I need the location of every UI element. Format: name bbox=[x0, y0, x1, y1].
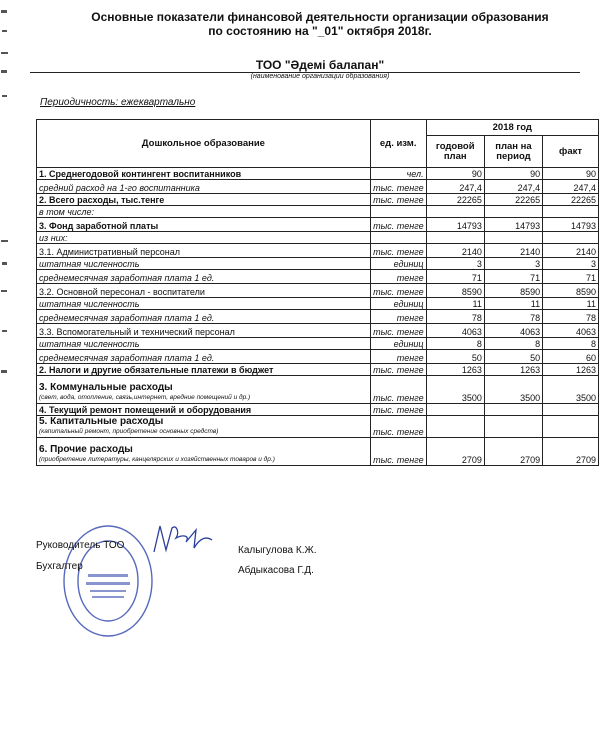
row-label: 3. Фонд заработной платы bbox=[37, 218, 371, 232]
accountant-label: Бухгалтер bbox=[36, 561, 83, 572]
table-row bbox=[37, 194, 599, 206]
row-unit: тыс. тенге bbox=[370, 376, 426, 404]
row-label: 2. Налоги и другие обязательные платежи в бюджет bbox=[37, 364, 371, 376]
row-plan: 90 bbox=[426, 168, 484, 180]
row-unit: единиц bbox=[370, 298, 426, 310]
row-fact: 8 bbox=[543, 338, 599, 350]
row-period bbox=[484, 416, 542, 438]
row-unit: единиц bbox=[370, 338, 426, 350]
row-plan: 8 bbox=[426, 338, 484, 350]
organization-name: ТОО "Әдемі балапан" bbox=[255, 58, 385, 72]
header-year: 2018 год bbox=[426, 120, 598, 136]
row-label: 3.2. Основной пересонал - воспитатели bbox=[37, 284, 371, 298]
row-fact: 1263 bbox=[543, 364, 599, 376]
binding-marks bbox=[0, 0, 12, 420]
row-period: 50 bbox=[484, 350, 542, 364]
row-period bbox=[484, 232, 542, 244]
row-plan: 4063 bbox=[426, 324, 484, 338]
row-period: 8 bbox=[484, 338, 542, 350]
row-plan: 71 bbox=[426, 270, 484, 284]
table-row bbox=[37, 364, 599, 376]
row-unit bbox=[370, 206, 426, 218]
row-label: 1. Среднегодовой контингент воспитанников bbox=[37, 168, 371, 180]
row-label-cell bbox=[37, 376, 371, 404]
row-label: 5. Капитальные расходы bbox=[39, 416, 164, 427]
header-fact: факт bbox=[543, 136, 599, 168]
row-label-cell bbox=[37, 416, 371, 438]
row-unit bbox=[370, 232, 426, 244]
row-label: 3. Коммунальные расходы bbox=[39, 382, 173, 393]
report-date: по состоянию на "_01" октября 2018г. bbox=[208, 24, 432, 38]
director-name: Калыгулова К.Ж. bbox=[238, 545, 317, 556]
signature bbox=[150, 522, 215, 557]
row-fact bbox=[543, 232, 599, 244]
row-period: 1263 bbox=[484, 364, 542, 376]
row-label: 3.1. Административный персонал bbox=[37, 244, 371, 258]
row-fact: 2709 bbox=[543, 438, 599, 466]
accountant-name: Абдыкасова Г.Д. bbox=[238, 565, 314, 576]
row-period: 14793 bbox=[484, 218, 542, 232]
row-label: среднемесячная заработная плата 1 ед. bbox=[37, 270, 371, 284]
row-label: 6. Прочие расходы bbox=[39, 444, 133, 455]
row-label: 3.3. Вспомогательный и технический персонал bbox=[37, 324, 371, 338]
financial-table bbox=[36, 119, 599, 466]
table-row bbox=[37, 232, 599, 244]
row-label: 2. Всего расходы, тыс.тенге bbox=[37, 194, 371, 206]
table-row bbox=[37, 416, 599, 438]
table-row bbox=[37, 258, 599, 270]
header-plan-year: годовой план bbox=[426, 136, 484, 168]
row-period: 2140 bbox=[484, 244, 542, 258]
row-unit: тыс. тенге bbox=[370, 180, 426, 194]
row-plan: 247,4 bbox=[426, 180, 484, 194]
row-fact: 11 bbox=[543, 298, 599, 310]
row-period: 11 bbox=[484, 298, 542, 310]
table-row bbox=[37, 404, 599, 416]
row-unit: тыс. тенге bbox=[370, 364, 426, 376]
header-unit: ед. изм. bbox=[370, 120, 426, 168]
row-period: 78 bbox=[484, 310, 542, 324]
table-row bbox=[37, 338, 599, 350]
row-label: штатная численность bbox=[37, 298, 371, 310]
row-plan: 1263 bbox=[426, 364, 484, 376]
row-label: среднемесячная заработная плата 1 ед. bbox=[37, 350, 371, 364]
table-row bbox=[37, 350, 599, 364]
row-fact: 22265 bbox=[543, 194, 599, 206]
row-unit: чел. bbox=[370, 168, 426, 180]
row-period: 4063 bbox=[484, 324, 542, 338]
row-plan: 14793 bbox=[426, 218, 484, 232]
row-label: в том числе: bbox=[37, 206, 371, 218]
row-period: 8590 bbox=[484, 284, 542, 298]
row-fact: 90 bbox=[543, 168, 599, 180]
row-plan: 22265 bbox=[426, 194, 484, 206]
row-fact bbox=[543, 416, 599, 438]
row-plan: 8590 bbox=[426, 284, 484, 298]
row-plan: 11 bbox=[426, 298, 484, 310]
row-sublabel: (капитальный ремонт, приобретение основных средств) bbox=[39, 428, 219, 435]
row-label: штатная численность bbox=[37, 338, 371, 350]
row-unit: тыс. тенге bbox=[370, 416, 426, 438]
row-period: 22265 bbox=[484, 194, 542, 206]
row-fact: 2140 bbox=[543, 244, 599, 258]
row-unit: тыс. тенге bbox=[370, 284, 426, 298]
row-unit: тыс. тенге bbox=[370, 438, 426, 466]
row-unit: тыс. тенге bbox=[370, 404, 426, 416]
table-row bbox=[37, 218, 599, 232]
organization-caption: (наименование организации образования) bbox=[250, 73, 390, 80]
table-row bbox=[37, 376, 599, 404]
row-sublabel: (свет, вода, отопление, связь,интернет, вредние помещений и др.) bbox=[39, 394, 251, 401]
row-label: среднемесячная заработная плата 1 ед. bbox=[37, 310, 371, 324]
table-row bbox=[37, 310, 599, 324]
row-period: 3 bbox=[484, 258, 542, 270]
row-period: 2709 bbox=[484, 438, 542, 466]
row-plan: 78 bbox=[426, 310, 484, 324]
row-fact: 4063 bbox=[543, 324, 599, 338]
row-label-cell bbox=[37, 438, 371, 466]
row-label: из них: bbox=[37, 232, 371, 244]
table-row bbox=[37, 180, 599, 194]
row-unit: тыс. тенге bbox=[370, 194, 426, 206]
row-label: 4. Текущий ремонт помещений и оборудования bbox=[37, 404, 371, 416]
row-period bbox=[484, 206, 542, 218]
row-label: штатная численность bbox=[37, 258, 371, 270]
periodicity: Периодичность: ежеквартально bbox=[40, 97, 196, 108]
table-row bbox=[37, 270, 599, 284]
table-row bbox=[37, 324, 599, 338]
row-period: 247,4 bbox=[484, 180, 542, 194]
director-label: Руководитель ТОО bbox=[36, 540, 125, 551]
row-fact bbox=[543, 404, 599, 416]
row-fact: 60 bbox=[543, 350, 599, 364]
row-plan bbox=[426, 232, 484, 244]
row-period: 71 bbox=[484, 270, 542, 284]
row-plan: 2709 bbox=[426, 438, 484, 466]
row-sublabel: (приобретение литературы, канцелярских и хозяйственных товаров и др.) bbox=[39, 456, 275, 463]
row-plan bbox=[426, 404, 484, 416]
row-fact: 71 bbox=[543, 270, 599, 284]
row-period: 90 bbox=[484, 168, 542, 180]
row-fact: 78 bbox=[543, 310, 599, 324]
table-row bbox=[37, 438, 599, 466]
header-plan-period: план на период bbox=[484, 136, 542, 168]
row-plan: 3 bbox=[426, 258, 484, 270]
header-name: Дошкольное образование bbox=[37, 120, 371, 168]
table-row bbox=[37, 284, 599, 298]
row-plan: 3500 bbox=[426, 376, 484, 404]
row-fact: 3 bbox=[543, 258, 599, 270]
row-period bbox=[484, 404, 542, 416]
row-unit: тыс. тенге bbox=[370, 324, 426, 338]
row-fact: 3500 bbox=[543, 376, 599, 404]
row-fact: 247,4 bbox=[543, 180, 599, 194]
row-unit: тенге bbox=[370, 350, 426, 364]
table-row bbox=[37, 298, 599, 310]
row-label: средний расход на 1-го воспитанника bbox=[37, 180, 371, 194]
row-period: 3500 bbox=[484, 376, 542, 404]
table-row bbox=[37, 206, 599, 218]
row-plan bbox=[426, 416, 484, 438]
row-unit: единиц bbox=[370, 258, 426, 270]
row-unit: тыс. тенге bbox=[370, 244, 426, 258]
row-unit: тенге bbox=[370, 310, 426, 324]
row-unit: тенге bbox=[370, 270, 426, 284]
row-plan bbox=[426, 206, 484, 218]
report-title: Основные показатели финансовой деятельности организации образования bbox=[91, 10, 549, 24]
row-plan: 50 bbox=[426, 350, 484, 364]
table-row bbox=[37, 244, 599, 258]
row-fact bbox=[543, 206, 599, 218]
row-fact: 14793 bbox=[543, 218, 599, 232]
row-fact: 8590 bbox=[543, 284, 599, 298]
row-unit: тыс. тенге bbox=[370, 218, 426, 232]
row-plan: 2140 bbox=[426, 244, 484, 258]
table-row bbox=[37, 168, 599, 180]
